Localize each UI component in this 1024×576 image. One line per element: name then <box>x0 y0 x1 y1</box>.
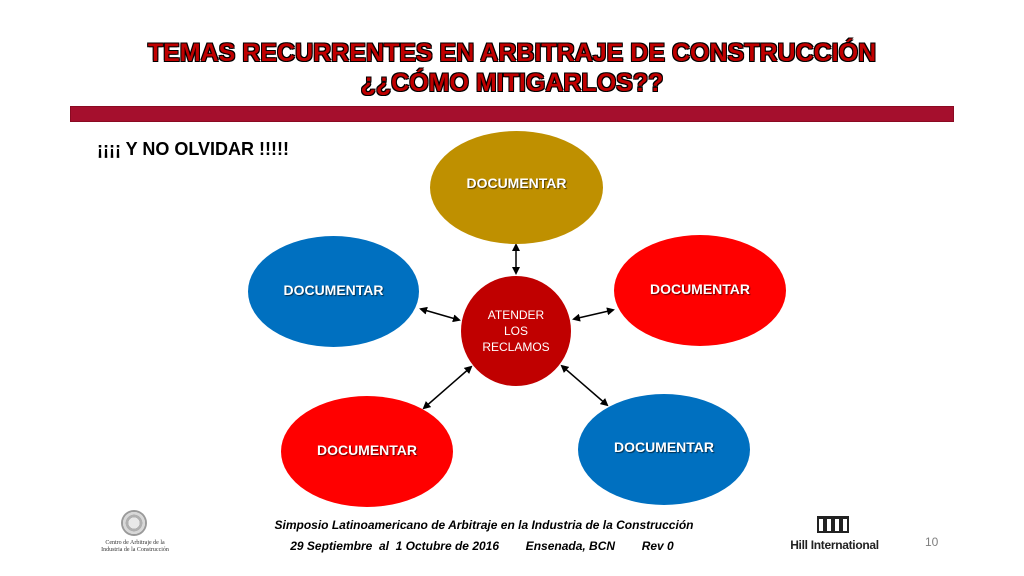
logo-hill-international <box>787 514 887 558</box>
footer-event-name: Simposio Latinoamericano de Arbitraje en la Industria de la Construcción <box>274 518 694 532</box>
node-top-documentar <box>430 131 603 244</box>
page-number: 10 <box>925 535 939 549</box>
center-line-1: ATENDER <box>487 308 545 322</box>
node-bottom-right-documentar <box>578 394 750 505</box>
arrow-left <box>421 309 459 320</box>
logo-right-text: Hill International <box>790 538 879 552</box>
footer-event-details: 29 Septiembre al 1 Octubre de 2016 Ensenada, BCN Rev 0 <box>290 539 674 553</box>
arrow-right <box>574 310 613 319</box>
logo-left-line-1: Centro de Arbitraje de la <box>105 540 165 546</box>
node-right-documentar <box>614 235 786 346</box>
center-line-2: LOS <box>503 324 528 338</box>
node-left-documentar <box>248 236 419 347</box>
hill-logo-icon <box>817 516 849 533</box>
center-node-atender-reclamos <box>461 276 571 386</box>
node-bottom-left-documentar <box>281 396 453 507</box>
reminder-note: ¡¡¡¡ Y NO OLVIDAR !!!!! <box>97 139 289 159</box>
slide-title: TEMAS RECURRENTES EN ARBITRAJE DE CONSTRUCCIÓN <box>147 39 877 67</box>
logo-left-line-2: Industria de la Construcción <box>101 547 169 553</box>
arrow-bottom-right <box>562 366 607 405</box>
node-bottom-left-label: DOCUMENTAR <box>316 442 418 458</box>
arrow-bottom-left <box>424 367 471 408</box>
center-line-3: RECLAMOS <box>482 340 550 354</box>
node-right-label: DOCUMENTAR <box>649 281 751 297</box>
node-top-label: DOCUMENTAR <box>466 175 567 191</box>
slide-subtitle: ¿¿CÓMO MITIGARLOS?? <box>360 69 664 97</box>
node-left-label: DOCUMENTAR <box>283 282 384 298</box>
node-bottom-right-label: DOCUMENTAR <box>613 439 715 455</box>
